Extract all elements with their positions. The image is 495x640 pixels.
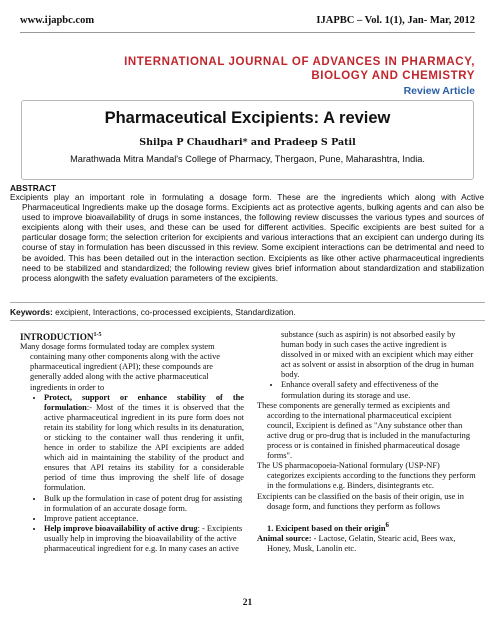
subsection-heading-text: 1. Exicipent based on their origin (267, 523, 386, 533)
list-item (44, 393, 244, 494)
journal-name-line1: INTERNATIONAL JOURNAL OF ADVANCES IN PHARMACY, (124, 56, 475, 68)
divider (10, 320, 485, 321)
paper-title: Pharmaceutical Excipients: A review (104, 109, 391, 127)
list-item (44, 524, 244, 554)
journal-name-line2: BIOLOGY AND CHEMISTRY (311, 70, 475, 82)
article-type: Review Article (403, 85, 475, 97)
paragraph: These components are generally termed as excipients and according to the international pharmaceutical excipient council, Excipient is defined as "Any substance other than active drug or pro-drug that is included in the manufacturing process or is contained in finished pharmaceutical dosage forms". (257, 400, 471, 461)
list-item-title: Protect, support or enhance stability of the formulation (44, 392, 244, 412)
abstract-heading: ABSTRACT (10, 183, 57, 193)
animal-source-text: - Lactose, Gelatin, Stearic acid, Bees wax, Honey, Musk, Lanolin etc. (267, 533, 456, 553)
section-heading-introduction (20, 330, 244, 342)
title-box (21, 100, 474, 180)
running-header (20, 8, 475, 33)
reference-marker: 6 (385, 520, 390, 529)
bullet-list (20, 393, 244, 555)
paragraph (257, 534, 477, 554)
list-item: • Enhance overall safety and effectiveness of the formulation during its storage and use. (281, 380, 477, 400)
left-column (20, 330, 244, 554)
reference-marker: 1-5 (93, 332, 102, 338)
journal-name (124, 55, 475, 83)
right-column (257, 330, 477, 554)
paragraph: The US pharmacopoeia-National formulary (USP-NF) categorizes excipients according to the functions they perform in the formulations e.g. Binders, disintegrants etc. (257, 461, 476, 491)
section-heading-text: INTRODUCTION (20, 332, 94, 343)
list-item: • Improve patient acceptance. (44, 514, 244, 524)
list-item-title: Help improve bioavailability of active drug (44, 523, 198, 533)
paragraph: Many dosage forms formulated today are complex system containing many other components along with the active pharmaceutical ingredient (API); these compounds are generally added along with the active pharmaceutical ingredients in order to (20, 342, 221, 392)
list-item: • Bulk up the formulation in case of potent drug for assisting in formulation of an accurate dosage form. (44, 494, 244, 514)
keywords (10, 307, 485, 317)
spacer (257, 512, 477, 520)
affiliation: Marathwada Mitra Mandal's College of Pharmacy, Thergaon, Pune, Maharashtra, India. (70, 154, 425, 164)
keywords-label: Keywords: (10, 307, 53, 317)
list-item-text: : - Excipients usually help in improving the bioavailability of the active pharmaceutical ingredient for e.g. In many cases an active (44, 523, 243, 554)
journal-website[interactable]: www.ijapbc.com (20, 14, 95, 26)
authors: Shilpa P Chaudhari* and Pradeep S Patil (139, 137, 356, 148)
animal-source-label: Animal source: (257, 533, 312, 543)
page-number: 21 (242, 598, 253, 608)
journal-citation: IJAPBC – Vol. 1(1), Jan- Mar, 2012 (316, 14, 475, 26)
divider (10, 302, 485, 303)
list-item-text: :- Most of the times it is observed that the active pharmaceutical ingredient in its pure form does not retain its stability for long which results in its denaturation, or sticking to the container wall thus rendering it unfit, hence in order to stabilize the API excipients are added which aid in maintaining the stability of the product and ensures that API retains its stability for a considerable period of time thus improving the shelf life of dosage formulation. (44, 402, 244, 493)
subsection-heading (267, 520, 477, 534)
paragraph: Excipients can be classified on the basis of their origin, use in dosage form, and functions they perform as follows (257, 491, 464, 511)
keywords-text: excipient, Interactions, co-processed excipients, Standardization. (52, 307, 296, 317)
bullet-list (257, 380, 477, 400)
paragraph: substance (such as aspirin) is not absorbed easily by human body in such cases the active ingredient is dissolved in or mixed with an excipient which may either act as solvent or assist in absorption of the drug in human body. (281, 330, 474, 380)
abstract-text: Excipients play an important role in formulating a dosage form. These are the ingredients which along with Active Pharmaceutical Ingredients make up the dosage forms. Excipients act as protective agents, bulking agents and can also be used to improve bioavailability of drugs in some instances, the following review discusses the various types and sources of excipients along with their uses, and these can be used for different activities. Specific excipients are best suited for a particular dosage form; the selection criterion for excipients and various interactions that an excipient can undergo during its course of stay in formulation has been discussed in this review. Some excipient interactions can be detrimental and need to be avoided. This has been detailed out in the interaction section. Excipients as like other active pharmaceutical ingredients need to be stabilized and standardized; the following review gives brief information about standardization and stabilization process alongwith the safety evaluation parameters of the excipients. (10, 192, 484, 283)
